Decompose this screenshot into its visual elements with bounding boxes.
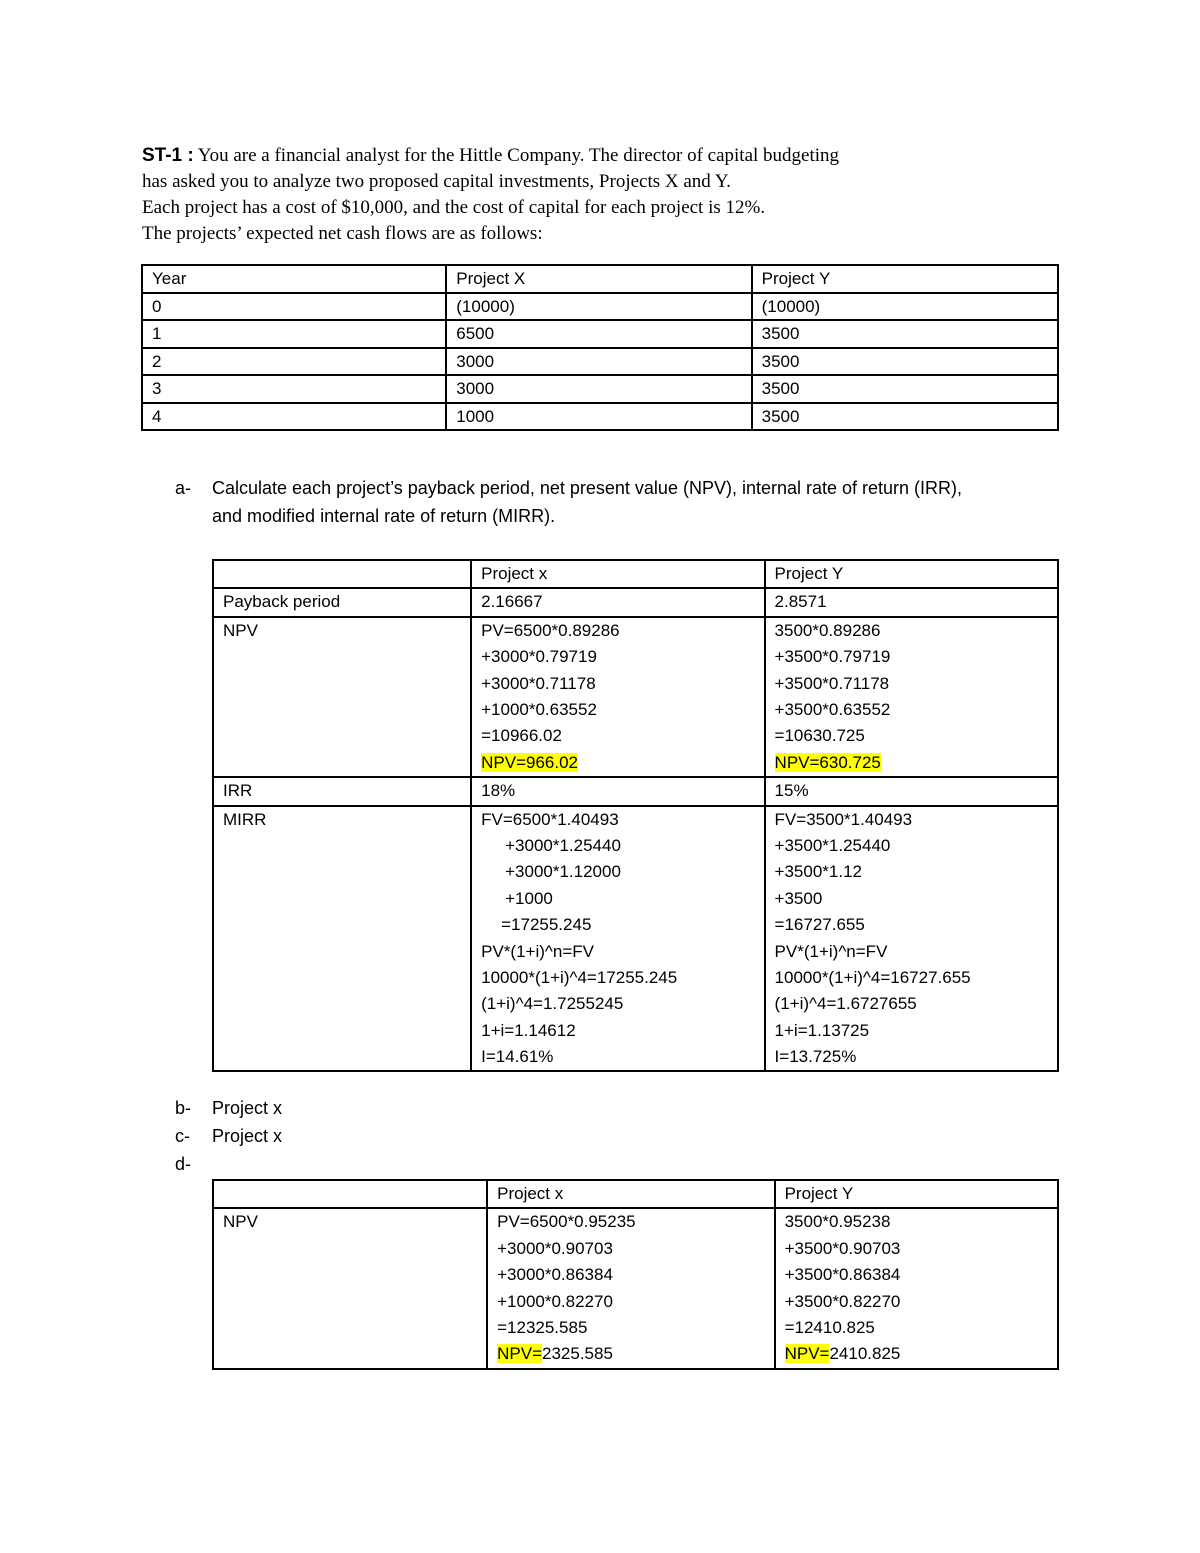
intro-line-1: ST-1 : You are a financial analyst for the Hittle Company. The director of capital budgeting bbox=[142, 145, 840, 166]
header-year: Year bbox=[142, 265, 446, 293]
project-y-cell: 3500 bbox=[752, 403, 1058, 431]
mirr-x-cell bbox=[471, 806, 764, 1072]
calc-line: +3000*1.25440 bbox=[505, 835, 621, 855]
calc-line: 3500*0.95238 bbox=[784, 1212, 891, 1232]
mirr-label: MIRR bbox=[213, 806, 471, 1072]
calc-line: +3500*1.25440 bbox=[774, 835, 891, 855]
calc-line: +1000*0.63552 bbox=[481, 699, 597, 719]
project-y-cell: 3500 bbox=[752, 348, 1058, 376]
problem-label: ST-1 : bbox=[142, 145, 194, 166]
npv-y-result: NPV=630.725 bbox=[774, 752, 881, 772]
project-y-cell: 3500 bbox=[752, 320, 1058, 348]
calc-line: +3500*0.71178 bbox=[774, 673, 890, 693]
npv-y-result-prefix: NPV= bbox=[784, 1344, 830, 1364]
npv-label: NPV bbox=[213, 1208, 487, 1368]
header-project-x: Project x bbox=[471, 560, 764, 588]
question-a-line-1: Calculate each project’s payback period, net present value (NPV), internal rate of return (IRR), bbox=[212, 478, 963, 498]
calc-line: +3500*0.82270 bbox=[784, 1291, 901, 1311]
calc-line: +3500*0.90703 bbox=[784, 1238, 901, 1258]
intro-line-4: The projects’ expected net cash flows are as follows: bbox=[142, 223, 543, 244]
calc-line: +3000*0.90703 bbox=[497, 1238, 613, 1258]
cashflow-table bbox=[141, 264, 1059, 431]
npv-y-cell bbox=[765, 617, 1058, 777]
calc-line: =12325.585 bbox=[497, 1317, 588, 1337]
calc-line: =17255.245 bbox=[501, 915, 592, 935]
npv-x-cell bbox=[471, 617, 764, 777]
project-y-cell: (10000) bbox=[752, 293, 1058, 321]
calc-line: 1+i=1.14612 bbox=[481, 1020, 576, 1040]
mirr-row bbox=[213, 806, 1058, 1072]
question-b-label: b- bbox=[175, 1098, 192, 1118]
question-c-label: c- bbox=[175, 1126, 190, 1146]
table-header-row bbox=[213, 1180, 1058, 1208]
calc-line: +3000*1.12000 bbox=[505, 862, 621, 882]
header-project-x: Project X bbox=[446, 265, 751, 293]
npv-y-result-value: 2410.825 bbox=[829, 1344, 901, 1364]
npv-x-result-value: 2325.585 bbox=[542, 1344, 613, 1364]
header-empty bbox=[213, 1180, 487, 1208]
npv-x-cell bbox=[487, 1208, 774, 1368]
npv-x-result-prefix: NPV= bbox=[497, 1344, 542, 1364]
calc-line: =10966.02 bbox=[481, 726, 562, 746]
calc-line: =16727.655 bbox=[774, 915, 865, 935]
intro-paragraph bbox=[142, 143, 1062, 247]
calc-line: PV=6500*0.89286 bbox=[481, 620, 620, 640]
project-x-cell: 3000 bbox=[446, 348, 751, 376]
npv-label: NPV bbox=[213, 617, 471, 777]
calc-line: PV=6500*0.95235 bbox=[497, 1212, 636, 1232]
calc-line: (1+i)^4=1.6727655 bbox=[774, 994, 917, 1014]
payback-y: 2.8571 bbox=[765, 588, 1058, 616]
question-a bbox=[175, 474, 1065, 530]
calc-line: I=13.725% bbox=[774, 1047, 857, 1067]
calc-line: I=14.61% bbox=[481, 1047, 554, 1067]
calc-line: +3000*0.86384 bbox=[497, 1265, 613, 1285]
project-x-cell: 6500 bbox=[446, 320, 751, 348]
answer-table-a bbox=[212, 559, 1059, 1072]
calc-line: 10000*(1+i)^4=16727.655 bbox=[774, 967, 971, 987]
header-project-x: Project x bbox=[487, 1180, 774, 1208]
table-row bbox=[142, 348, 1058, 376]
year-cell: 2 bbox=[142, 348, 446, 376]
intro-line-3: Each project has a cost of $10,000, and the cost of capital for each project is 12%. bbox=[142, 197, 766, 218]
npv-row bbox=[213, 617, 1058, 777]
calc-line: FV=3500*1.40493 bbox=[774, 809, 913, 829]
calc-line: PV*(1+i)^n=FV bbox=[481, 941, 594, 961]
payback-row bbox=[213, 588, 1058, 616]
calc-line: +3500*0.63552 bbox=[774, 699, 891, 719]
question-c-text: Project x bbox=[212, 1126, 283, 1146]
answer-table-d bbox=[212, 1179, 1059, 1370]
calc-line: +3500 bbox=[774, 888, 823, 908]
question-a-line-2: and modified internal rate of return (MIRR). bbox=[212, 506, 556, 526]
npv-x-result: NPV=966.02 bbox=[481, 752, 578, 772]
irr-label: IRR bbox=[213, 777, 471, 805]
question-b bbox=[175, 1094, 475, 1122]
question-d bbox=[175, 1150, 475, 1178]
table-row bbox=[142, 403, 1058, 431]
calc-line: 3500*0.89286 bbox=[774, 620, 881, 640]
table-row bbox=[142, 293, 1058, 321]
calc-line: 10000*(1+i)^4=17255.245 bbox=[481, 967, 678, 987]
header-project-y: Project Y bbox=[775, 1180, 1058, 1208]
table-row bbox=[142, 375, 1058, 403]
mirr-y-cell bbox=[765, 806, 1058, 1072]
calc-line: PV*(1+i)^n=FV bbox=[774, 941, 888, 961]
table-header-row bbox=[142, 265, 1058, 293]
calc-line: +3500*0.79719 bbox=[774, 647, 891, 667]
calc-line: +3000*0.79719 bbox=[481, 647, 597, 667]
irr-row bbox=[213, 777, 1058, 805]
year-cell: 1 bbox=[142, 320, 446, 348]
calc-line: +1000 bbox=[505, 888, 553, 908]
calc-line: +3000*0.71178 bbox=[481, 673, 596, 693]
intro-line-2: has asked you to analyze two proposed capital investments, Projects X and Y. bbox=[142, 171, 731, 192]
year-cell: 4 bbox=[142, 403, 446, 431]
project-y-cell: 3500 bbox=[752, 375, 1058, 403]
irr-x: 18% bbox=[471, 777, 764, 805]
irr-y: 15% bbox=[765, 777, 1058, 805]
calc-line: =10630.725 bbox=[774, 726, 865, 746]
calc-line: +1000*0.82270 bbox=[497, 1291, 613, 1311]
calc-line: FV=6500*1.40493 bbox=[481, 809, 619, 829]
npv-y-cell bbox=[775, 1208, 1058, 1368]
year-cell: 3 bbox=[142, 375, 446, 403]
calc-line: +3500*0.86384 bbox=[784, 1265, 901, 1285]
question-a-label: a- bbox=[175, 478, 192, 498]
calc-line: 1+i=1.13725 bbox=[774, 1020, 870, 1040]
question-c bbox=[175, 1122, 475, 1150]
payback-label: Payback period bbox=[213, 588, 471, 616]
table-row bbox=[142, 320, 1058, 348]
table-header-row bbox=[213, 560, 1058, 588]
calc-line: =12410.825 bbox=[784, 1317, 875, 1337]
calc-line: +3500*1.12 bbox=[774, 862, 862, 882]
project-x-cell: 3000 bbox=[446, 375, 751, 403]
calc-line: (1+i)^4=1.7255245 bbox=[481, 994, 624, 1014]
header-project-y: Project Y bbox=[752, 265, 1058, 293]
question-d-label: d- bbox=[175, 1154, 192, 1174]
header-project-y: Project Y bbox=[765, 560, 1058, 588]
npv-row bbox=[213, 1208, 1058, 1368]
year-cell: 0 bbox=[142, 293, 446, 321]
project-x-cell: 1000 bbox=[446, 403, 751, 431]
payback-x: 2.16667 bbox=[471, 588, 764, 616]
header-empty bbox=[213, 560, 471, 588]
question-b-text: Project x bbox=[212, 1098, 283, 1118]
project-x-cell: (10000) bbox=[446, 293, 751, 321]
